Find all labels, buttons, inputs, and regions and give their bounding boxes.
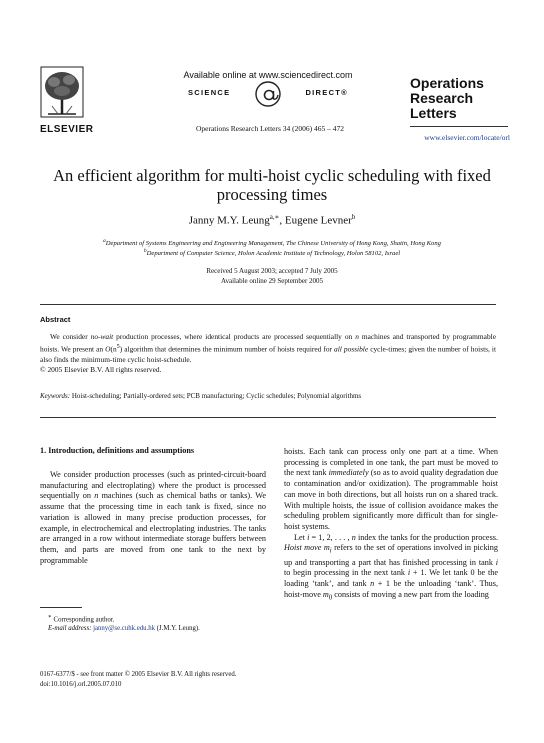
section-heading: 1. Introduction, definitions and assumptions (40, 446, 195, 455)
keywords-label: Keywords: (40, 392, 71, 400)
registered-mark: ® (341, 88, 348, 97)
email-link[interactable]: janny@se.cuhk.edu.hk (93, 625, 156, 632)
author-list (30, 213, 514, 227)
sciencedirect-at-icon (252, 80, 284, 108)
abstract-copyright: © 2005 Elsevier B.V. All rights reserved. (40, 365, 162, 375)
author-1: Janny M.Y. Leung (188, 214, 270, 227)
title-line-2: processing times (216, 185, 328, 204)
received-dates: Received 5 August 2003; accepted 7 July 2005 (206, 267, 338, 275)
abstract-paragraph: We consider no-wait production processes, where identical products are processed sequentially on n machines and transported by programmable hoists. We present an $O(n^5)$ algorithm that determines the minimum number of hoists required for all possible cycle-times; given the number of hoists, it also finds the minimum-time cyclic hoist-schedule. (40, 332, 497, 365)
author-separator: , (279, 214, 285, 227)
doi-line[interactable]: doi:10.1016/j.orl.2005.07.010 (40, 681, 122, 688)
journal-title-block (410, 76, 510, 121)
keywords-line (40, 392, 496, 400)
affiliation-a-sup: a (103, 238, 106, 244)
journal-citation: Operations Research Letters 34 (2006) 465 – 472 (195, 124, 345, 133)
affiliation-a-text: Department of Systems Engineering and Engineering Management, The Chinese University of Hong Kong, Shatin, Hong Kong (105, 240, 441, 248)
sd-right-word: DIRECT® (305, 88, 348, 97)
footnote-rule (40, 607, 82, 608)
right-paragraph-2: Let i = 1, 2, . . . , n index the tanks for the production process. Hoist move $m_i$ refers to the set of operations involved in picking up and transporting a part that has finished processing in tank i to begin processing in the next tank i + 1. We let tank 0 be the loading ‘tank’, and tank n + 1 be the unloading ‘tank’. Thus, hoist-move $m_0$ consists of moving a new part from the loading (284, 532, 498, 602)
abstract-top-rule (40, 304, 496, 305)
footnote-corresponding: ∗ Corresponding author. (48, 614, 115, 624)
author-2-sup: b (351, 213, 356, 221)
abstract-body (40, 332, 496, 376)
elsevier-logo (40, 66, 94, 135)
affiliation-a (30, 238, 514, 247)
online-date: Available online 29 September 2005 (220, 277, 324, 285)
right-column (284, 447, 498, 604)
left-column (40, 470, 266, 566)
sciencedirect-logo (188, 80, 348, 110)
affiliation-b-sup: b (143, 248, 147, 254)
journal-rule (410, 126, 508, 127)
affiliation-b (30, 248, 514, 257)
right-paragraph-1: hoists. Each tank can process only one part at a time. When processing is completed in one tank, the part must be moved to the next tank immediately (so as to avoid quality degradation due to contamination and/or oxidization). The programmable hoist can move in both directions, but all hoists run on a shared track. With multiple hoists, the issue of collision avoidance makes the scheduling problem significantly more difficult than for single-hoist systems. (284, 447, 499, 531)
article-title (30, 166, 514, 204)
front-matter-line: 0167-6377/$ - see front matter © 2005 Elsevier B.V. All rights reserved. (40, 671, 237, 678)
footnote-email: E-mail address: janny@se.cuhk.edu.hk (J.M.Y. Leung). (48, 625, 200, 632)
journal-url-link[interactable]: www.elsevier.com/locate/orl (424, 133, 510, 142)
journal-line-3: Letters (410, 105, 457, 121)
affiliation-b-text: Department of Computer Science, Holon Academic Institute of Technology, Holon 58102, Israel (146, 250, 401, 258)
sd-left-word: SCIENCE (188, 88, 231, 97)
abstract-heading: Abstract (40, 315, 71, 324)
keywords-text: Hoist-scheduling; Partially-ordered sets; PCB manufacturing; Cyclic schedules; Polynomial algorithms (70, 392, 362, 400)
journal-line-2: Research (410, 90, 474, 106)
author-2: Eugene Levner (284, 214, 352, 227)
available-online-text: Available online at www.sciencedirect.com (183, 70, 353, 80)
elsevier-tree-icon (40, 66, 84, 118)
title-line-1: An efficient algorithm for multi-hoist cyclic scheduling with fixed (53, 166, 491, 185)
abstract-bottom-rule (40, 417, 496, 418)
author-1-sup: a,∗ (269, 213, 280, 221)
publisher-word: ELSEVIER (40, 124, 94, 135)
journal-line-1: Operations (410, 75, 484, 91)
left-paragraph-1: We consider production processes (such as printed-circuit-board manufacturing and electroplating) where the product is processed sequentially on n machines (such as chemical baths or tanks). We assume that the processing time in each tank is fixed, since no variation is allowed in many precise production processes, for example, in electrochemical and electroplating industries. The tanks are arranged in a row without intermediate storage buffers between them, and parts are moved from one tank to the next by programmable (40, 470, 266, 565)
